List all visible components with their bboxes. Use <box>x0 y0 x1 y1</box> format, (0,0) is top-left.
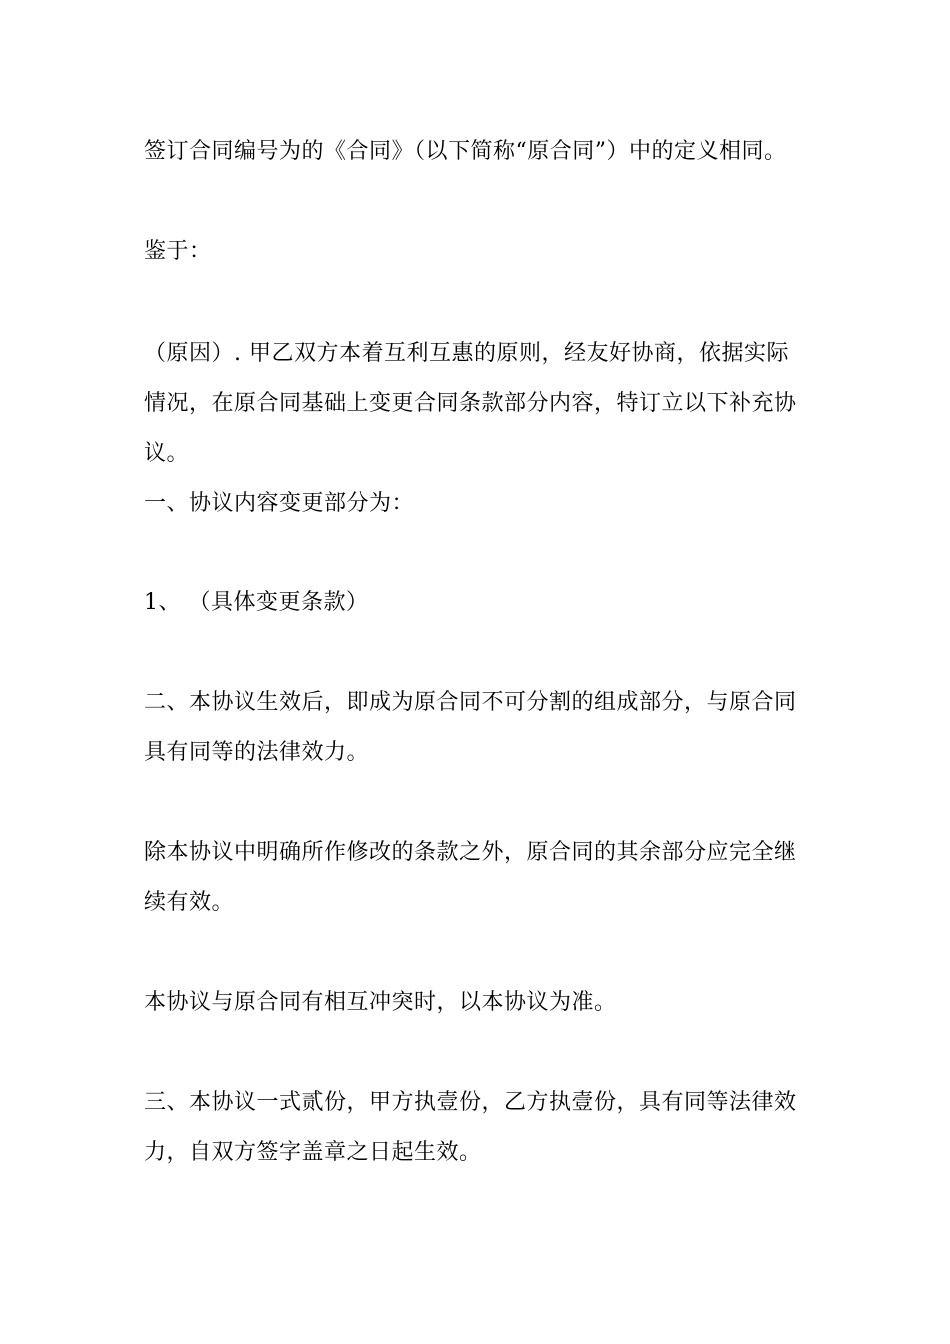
paragraph-remaining-validity: 除本协议中明确所作修改的条款之外，原合同的其余部分应完全继续有效。 <box>144 840 797 915</box>
paragraph-reason: （原因）. 甲乙双方本着互利互惠的原则，经友好协商，依据实际情况，在原合同基础上变更合同条款部分内容，特订立以下补充协议。 <box>144 341 797 466</box>
section-heading-1: 一、协议内容变更部分为： <box>144 491 415 516</box>
paragraph-definition: 签订合同编号为的《合同》（以下简称“原合同”）中的定义相同。 <box>144 139 787 164</box>
section-heading-3: 三、本协议一式贰份，甲方执壹份，乙方执壹份，具有同等法律效力，自双方签字盖章之日起生效。 <box>144 1090 797 1165</box>
list-item-1: 1、 （具体变更条款） <box>144 590 369 615</box>
section-heading-2: 二、本协议生效后，即成为原合同不可分割的组成部分，与原合同具有同等的法律效力。 <box>144 690 797 765</box>
paragraph-whereas: 鉴于： <box>144 239 212 264</box>
paragraph-conflict: 本协议与原合同有相互冲突时，以本协议为准。 <box>144 990 617 1015</box>
